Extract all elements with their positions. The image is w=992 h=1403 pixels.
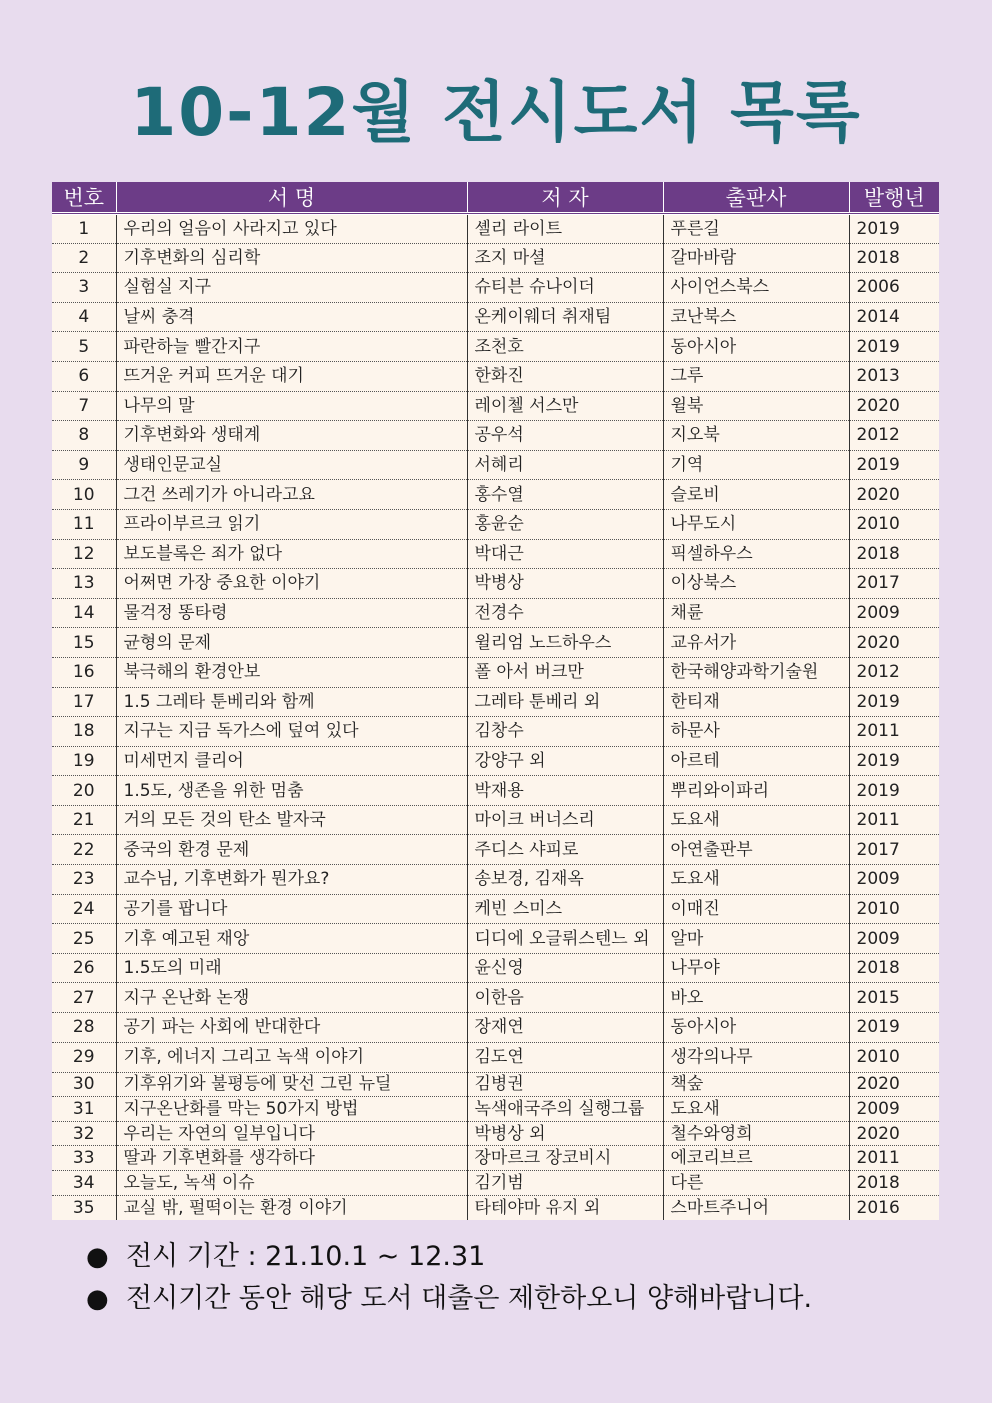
cell-year: 2020 [849,1072,939,1097]
cell-number: 29 [52,1042,116,1072]
table-row [52,598,939,628]
cell-title: 우리의 얼음이 사라지고 있다 [116,214,467,244]
cell-number: 11 [52,509,116,539]
cell-author: 케빈 스미스 [467,894,663,924]
cell-author: 박대근 [467,539,663,569]
cell-number: 12 [52,539,116,569]
table-row [52,687,939,717]
cell-publisher: 도요새 [663,865,849,895]
cell-title: 프라이부르크 읽기 [116,509,467,539]
cell-number: 25 [52,924,116,954]
cell-title: 미세먼지 클리어 [116,746,467,776]
cell-author: 마이크 버너스리 [467,805,663,835]
cell-year: 2020 [849,391,939,421]
cell-year: 2009 [849,1097,939,1122]
cell-year: 2019 [849,332,939,362]
cell-author: 김병권 [467,1072,663,1097]
cell-year: 2018 [849,1171,939,1196]
cell-author: 박재용 [467,776,663,806]
cell-title: 오늘도, 녹색 이슈 [116,1171,467,1196]
cell-number: 17 [52,687,116,717]
table-row [52,1146,939,1171]
cell-year: 2020 [849,1121,939,1146]
cell-year: 2010 [849,509,939,539]
header-number: 번호 [52,182,116,214]
cell-title: 생태인문교실 [116,450,467,480]
cell-year: 2019 [849,687,939,717]
table-row [52,983,939,1013]
cell-publisher: 생각의나무 [663,1042,849,1072]
table-row [52,243,939,273]
table-row [52,1171,939,1196]
table-row [52,657,939,687]
cell-title: 보도블록은 죄가 없다 [116,539,467,569]
table-row [52,776,939,806]
cell-number: 19 [52,746,116,776]
cell-title: 지구는 지금 독가스에 덮여 있다 [116,717,467,747]
table-row [52,1013,939,1043]
cell-author: 한화진 [467,361,663,391]
cell-author: 온케이웨더 취재팀 [467,302,663,332]
cell-title: 1.5 그레타 툰베리와 함께 [116,687,467,717]
cell-publisher: 한티재 [663,687,849,717]
cell-publisher: 도요새 [663,805,849,835]
cell-author: 그레타 툰베리 외 [467,687,663,717]
cell-title: 기후 예고된 재앙 [116,924,467,954]
cell-author: 공우석 [467,421,663,451]
cell-title: 기후변화의 심리학 [116,243,467,273]
cell-author: 타테야마 유지 외 [467,1195,663,1220]
table-row [52,717,939,747]
cell-title: 실험실 지구 [116,273,467,303]
cell-publisher: 철수와영희 [663,1121,849,1146]
book-rows [52,214,939,1220]
cell-author: 레이첼 서스만 [467,391,663,421]
cell-title: 물걱정 똥타령 [116,598,467,628]
table-row [52,1195,939,1220]
cell-year: 2011 [849,717,939,747]
cell-number: 18 [52,717,116,747]
note-text: 전시 기간 : 21.10.1 ~ 12.31 [126,1241,486,1272]
table-row [52,746,939,776]
cell-publisher: 이상북스 [663,569,849,599]
cell-year: 2006 [849,273,939,303]
cell-number: 33 [52,1146,116,1171]
cell-year: 2019 [849,1013,939,1043]
cell-number: 35 [72,1197,95,1218]
table-row [52,953,939,983]
table-row [52,894,939,924]
cell-publisher: 교유서가 [663,628,849,658]
cell-publisher: 동아시아 [663,1013,849,1043]
cell-year: 2012 [849,421,939,451]
cell-title: 북극해의 환경안보 [116,657,467,687]
cell-publisher: 코난북스 [663,302,849,332]
bullet-icon: ● [86,1284,109,1314]
cell-number: 22 [52,835,116,865]
cell-author: 폴 아서 버크만 [467,657,663,687]
cell-number: 3 [52,273,116,303]
cell-publisher: 채륜 [663,598,849,628]
cell-title: 공기를 팝니다 [116,894,467,924]
book-table [52,182,939,1220]
cell-title: 딸과 기후변화를 생각하다 [116,1146,467,1171]
cell-author: 이한음 [467,983,663,1013]
bullet-icon: ● [86,1242,109,1272]
cell-publisher: 갈마바람 [663,243,849,273]
cell-author: 장마르크 장코비시 [467,1146,663,1171]
cell-publisher: 나무도시 [663,509,849,539]
cell-publisher: 다른 [663,1171,849,1196]
table-row [52,480,939,510]
cell-title: 날씨 충격 [116,302,467,332]
cell-number: 7 [52,391,116,421]
cell-publisher: 픽셀하우스 [663,539,849,569]
cell-number: 13 [52,569,116,599]
cell-number: 16 [52,657,116,687]
cell-title: 1.5도, 생존을 위한 멈춤 [116,776,467,806]
cell-author: 조지 마셜 [467,243,663,273]
table-row [52,569,939,599]
note-restriction [86,1276,812,1315]
cell-publisher: 도요새 [663,1097,849,1122]
cell-publisher: 동아시아 [663,332,849,362]
cell-number: 26 [52,953,116,983]
cell-year: 2013 [849,361,939,391]
cell-number: 5 [52,332,116,362]
cell-publisher: 이매진 [663,894,849,924]
cell-title: 뜨거운 커피 뜨거운 대기 [116,361,467,391]
table-row [52,450,939,480]
cell-title: 나무의 말 [116,391,467,421]
table-row [52,273,939,303]
cell-publisher: 나무야 [663,953,849,983]
header-author: 저 자 [467,182,663,214]
cell-title: 균형의 문제 [116,628,467,658]
cell-year: 2019 [849,776,939,806]
cell-year: 2020 [849,480,939,510]
cell-publisher: 사이언스북스 [663,273,849,303]
cell-year: 2020 [849,628,939,658]
table-row [52,1097,939,1122]
cell-number: 30 [52,1072,116,1097]
cell-publisher: 슬로비 [663,480,849,510]
table-row [52,539,939,569]
cell-year: 2015 [849,983,939,1013]
cell-year: 2017 [849,569,939,599]
cell-publisher: 알마 [663,924,849,954]
cell-title: 기후변화와 생태계 [116,421,467,451]
cell-publisher: 한국해양과학기술원 [663,657,849,687]
cell-author: 디디에 오글뤼스텐느 외 [467,924,663,954]
cell-author: 셸리 라이트 [467,214,663,244]
cell-author: 강양구 외 [467,746,663,776]
cell-number: 31 [52,1097,116,1122]
cell-title: 기후, 에너지 그리고 녹색 이야기 [116,1042,467,1072]
table-row [52,302,939,332]
cell-author: 녹색애국주의 실행그룹 [467,1097,663,1122]
cell-title: 지구 온난화 논쟁 [116,983,467,1013]
cell-year: 2011 [849,1146,939,1171]
cell-title: 그건 쓰레기가 아니라고요 [116,480,467,510]
table-row [52,391,939,421]
cell-year: 2014 [849,302,939,332]
cell-publisher: 책숲 [663,1072,849,1097]
cell-year: 2011 [849,805,939,835]
cell-title: 교수님, 기후변화가 뭔가요? [116,865,467,895]
cell-year: 2019 [849,746,939,776]
cell-year: 2012 [849,657,939,687]
cell-publisher: 기역 [663,450,849,480]
cell-author: 박병상 외 [467,1121,663,1146]
cell-number: 34 [52,1171,116,1196]
table-row [52,865,939,895]
cell-publisher: 그루 [663,361,849,391]
cell-year: 2009 [849,598,939,628]
cell-number: 6 [52,361,116,391]
cell-author: 홍수열 [467,480,663,510]
cell-author: 서혜리 [467,450,663,480]
cell-title: 어쩌면 가장 중요한 이야기 [116,569,467,599]
cell-author: 장재연 [467,1013,663,1043]
cell-author: 조천호 [467,332,663,362]
cell-number: 32 [52,1121,116,1146]
cell-title: 교실 밖, 펄떡이는 환경 이야기 [116,1195,467,1220]
cell-number: 2 [52,243,116,273]
note-period [86,1234,485,1273]
cell-number: 28 [52,1013,116,1043]
cell-number: 10 [52,480,116,510]
header-publisher: 출판사 [663,182,849,214]
cell-author: 윌리엄 노드하우스 [467,628,663,658]
cell-author: 송보경, 김재옥 [467,865,663,895]
cell-year: 2009 [849,924,939,954]
cell-title: 거의 모든 것의 탄소 발자국 [116,805,467,835]
cell-year: 2018 [849,539,939,569]
table-row [52,1121,939,1146]
cell-author: 김창수 [467,717,663,747]
header-year: 발행년 [849,182,939,214]
cell-year: 2018 [849,243,939,273]
table-row [52,361,939,391]
cell-author: 김기범 [467,1171,663,1196]
cell-publisher: 아연출판부 [663,835,849,865]
page-title: 10-12월 전시도서 목록 [130,74,862,151]
table-header-row [52,182,939,214]
table-row [52,805,939,835]
table-row [52,509,939,539]
cell-publisher: 바오 [663,983,849,1013]
cell-number: 14 [52,598,116,628]
cell-number: 27 [52,983,116,1013]
cell-publisher: 하문사 [663,717,849,747]
cell-author: 홍윤순 [467,509,663,539]
table-row [52,1042,939,1072]
cell-publisher: 푸른길 [663,214,849,244]
cell-publisher: 윌북 [663,391,849,421]
cell-year: 2009 [849,865,939,895]
table-row [52,835,939,865]
cell-number: 24 [52,894,116,924]
cell-year: 2016 [849,1195,939,1220]
cell-title: 중국의 환경 문제 [116,835,467,865]
cell-author: 박병상 [467,569,663,599]
cell-author: 전경수 [467,598,663,628]
cell-number: 15 [52,628,116,658]
cell-author: 주디스 샤피로 [467,835,663,865]
cell-number: 23 [52,865,116,895]
cell-number: 21 [52,805,116,835]
cell-title: 공기 파는 사회에 반대한다 [116,1013,467,1043]
cell-number: 1 [52,214,116,244]
cell-number: 4 [52,302,116,332]
cell-publisher: 아르테 [663,746,849,776]
header-title: 서 명 [116,182,467,214]
cell-title: 기후위기와 불평등에 맞선 그린 뉴딜 [116,1072,467,1097]
cell-author: 윤신영 [467,953,663,983]
cell-title: 지구온난화를 막는 50가지 방법 [116,1097,467,1122]
cell-year: 2018 [849,953,939,983]
cell-title: 우리는 자연의 일부입니다 [116,1121,467,1146]
cell-number: 20 [52,776,116,806]
cell-number: 8 [52,421,116,451]
cell-year: 2019 [849,214,939,244]
note-text: 전시기간 동안 해당 도서 대출은 제한하오니 양해바랍니다. [126,1283,813,1314]
cell-title: 1.5도의 미래 [116,953,467,983]
cell-author: 김도연 [467,1042,663,1072]
cell-publisher: 뿌리와이파리 [663,776,849,806]
table-row [52,1072,939,1097]
cell-publisher: 지오북 [663,421,849,451]
table-row [52,332,939,362]
table-row [52,628,939,658]
cell-year: 2010 [849,1042,939,1072]
cell-year: 2017 [849,835,939,865]
table-row [52,924,939,954]
table-row [52,214,939,244]
table-row [52,421,939,451]
cell-number: 9 [52,450,116,480]
cell-year: 2019 [849,450,939,480]
cell-author: 슈티븐 슈나이더 [467,273,663,303]
cell-year: 2010 [849,894,939,924]
cell-publisher: 에코리브르 [663,1146,849,1171]
cell-publisher: 스마트주니어 [663,1195,849,1220]
cell-title: 파란하늘 빨간지구 [116,332,467,362]
